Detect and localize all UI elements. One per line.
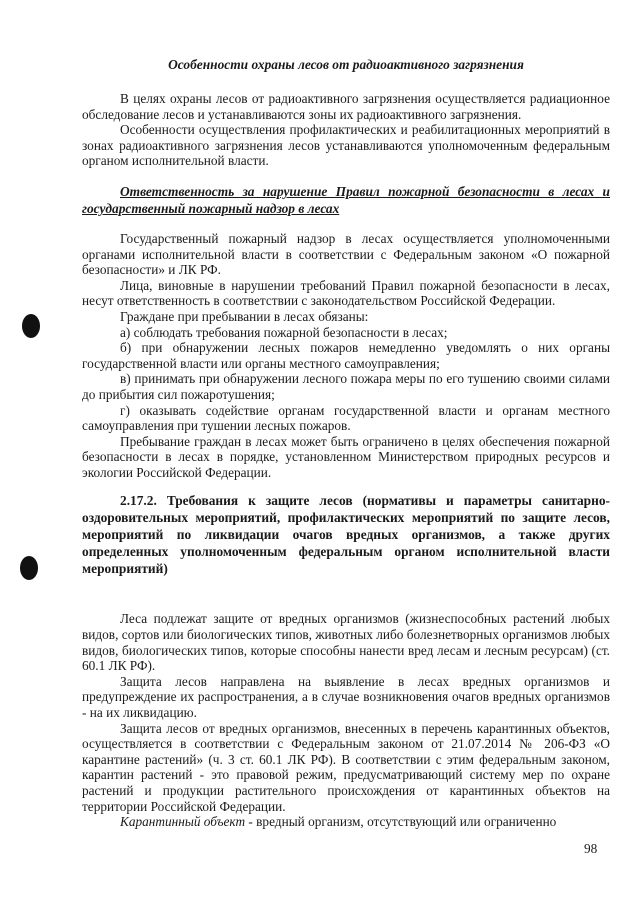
paragraph: Особенности осуществления профилактических и реабилитационных мероприятий в зонах радиоактивного загрязнения лесов устанавливаются уполномоченным федеральным органом исполнительной власти. bbox=[82, 122, 610, 169]
heading-section-2-17-2: 2.17.2. Требования к защите лесов (нормативы и параметры санитарно-оздоровительных мероприятий, профилактических мероприятий по защите лесов, мероприятий по ликвидации очагов вредных организмов, а также других определенных уполномоченным федеральным органом исполнительной власти мероприятий) bbox=[82, 493, 610, 577]
paragraph: Защита лесов направлена на выявление в лесах вредных организмов и предупреждение их распространения, а в случае возникновения очагов вредных организмов - на их ликвидацию. bbox=[82, 673, 610, 721]
list-item: а) соблюдать требования пожарной безопасности в лесах; bbox=[120, 324, 448, 340]
heading-text: Ответственность за нарушение Правил пожарной безопасности в лесах и государственный пожарный надзор в лесах bbox=[82, 183, 610, 216]
list-item: б) при обнаружении лесных пожаров немедленно уведомлять о них органы государственной власти или органы местного самоуправления; bbox=[82, 340, 610, 371]
list-item: г) оказывать содействие органам государственной власти и органам местного самоуправления при тушении лесных пожаров. bbox=[82, 402, 610, 434]
paragraph: Пребывание граждан в лесах может быть ограничено в целях обеспечения пожарной безопасности в лесах в порядке, установленном Министерством природных ресурсов и экологии Российской Федерации. bbox=[82, 433, 610, 480]
punch-hole-mark-lower bbox=[20, 556, 38, 580]
term-quarantine-object: Карантинный объект bbox=[120, 814, 246, 830]
list-item: в) принимать при обнаружении лесного пожара меры по его тушению своими силами до прибытия сил пожаротушения; bbox=[82, 371, 610, 402]
paragraph-quarantine-object bbox=[82, 814, 610, 830]
heading-radioactive-protection: Особенности охраны лесов от радиоактивного загрязнения bbox=[168, 57, 524, 72]
paragraph: Лица, виновные в нарушении требований Правил пожарной безопасности в лесах, несут ответственность в соответствии с законодательством Российской Федерации. bbox=[82, 277, 610, 309]
document-page bbox=[82, 56, 610, 830]
punch-hole-mark-upper bbox=[22, 314, 40, 338]
paragraph: Государственный пожарный надзор в лесах осуществляется уполномоченными органами исполнительной власти в соответствии с Федеральным законом «О пожарной безопасности» и ЛК РФ. bbox=[82, 230, 610, 278]
page-number: 98 bbox=[584, 841, 598, 856]
paragraph: В целях охраны лесов от радиоактивного загрязнения осуществляется радиационное обследование лесов и устанавливаются зоны их радиоактивного загрязнения. bbox=[82, 91, 610, 122]
heading-fire-safety-responsibility bbox=[82, 183, 610, 217]
paragraph: Леса подлежат защите от вредных организмов (жизнеспособных растений любых видов, сортов или биологических типов, животных либо болезнетворных организмов любых видов, биологических типов, которые способны нанести вред лесам и лесным ресурсам) (ст. 60.1 ЛК РФ). bbox=[82, 611, 610, 674]
term-definition: - вредный организм, отсутствующий или ограниченно bbox=[245, 814, 557, 830]
paragraph: Защита лесов от вредных организмов, внесенных в перечень карантинных объектов, осуществляется в соответствии с Федеральным законом от 21.07.2014 № 206-ФЗ «О карантине растений» (ч. 3 ст. 60.1 ЛК РФ). В соответствии с этим федеральным законом, карантин растений - это правовой режим, предусматривающий систему мер по охране растений и продукции растительного происхождения от карантинных объектов на территории Российской Федерации. bbox=[82, 720, 610, 814]
paragraph: Граждане при пребывании в лесах обязаны: bbox=[120, 308, 369, 324]
